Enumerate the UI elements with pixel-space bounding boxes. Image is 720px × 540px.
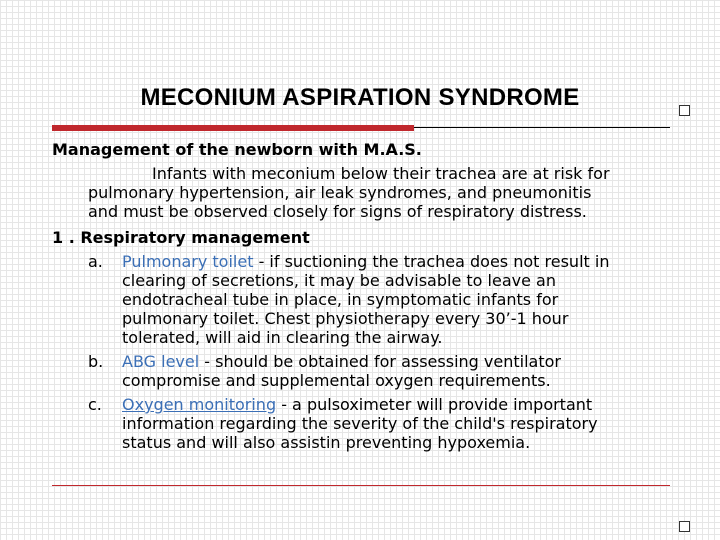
side-box-bottom (679, 521, 690, 532)
item-b-line: compromise and supplemental oxygen requirements. (122, 371, 551, 390)
item-a-line: endotracheal tube in place, in symptomatic infants for (122, 290, 559, 309)
item-c-first-line (122, 395, 592, 414)
item-c-line: status and will also assistin preventing hypoxemia. (122, 433, 531, 452)
item-a-marker: a. (88, 252, 103, 271)
item-b-term: ABG level (122, 352, 200, 371)
intro-line: and must be observed closely for signs of respiratory distress. (88, 202, 587, 221)
item-a-line: clearing of secretions, it may be advisable to leave an (122, 271, 556, 290)
item-b-first-line (122, 352, 561, 371)
title-rule-red (52, 125, 414, 131)
slide-title: MECONIUM ASPIRATION SYNDROME (140, 84, 580, 111)
intro-line: Infants with meconium below their trachea are at risk for (152, 164, 610, 183)
section-heading: Management of the newborn with M.A.S. (52, 140, 422, 159)
item-a-term: Pulmonary toilet (122, 252, 254, 271)
bottom-rule (52, 485, 670, 486)
item-b-marker: b. (88, 352, 104, 371)
item-a-first-rest: - if suctioning the trachea does not result in (253, 252, 610, 271)
item-a-first-line (122, 252, 609, 271)
intro-line: pulmonary hypertension, air leak syndromes, and pneumonitis (88, 183, 592, 202)
item-c-line: information regarding the severity of the child's respiratory (122, 414, 598, 433)
item-c-marker: c. (88, 395, 102, 414)
respiratory-section-label: 1 . Respiratory management (52, 228, 310, 247)
title-rule-black (414, 127, 670, 128)
item-b-first-rest: - should be obtained for assessing ventilator (199, 352, 561, 371)
item-a-line: tolerated, will aid in clearing the airway. (122, 328, 443, 347)
item-a-line: pulmonary toilet. Chest physiotherapy every 30’-1 hour (122, 309, 569, 328)
item-c-term: Oxygen monitoring (122, 395, 277, 414)
item-c-first-rest: - a pulsoximeter will provide important (276, 395, 593, 414)
